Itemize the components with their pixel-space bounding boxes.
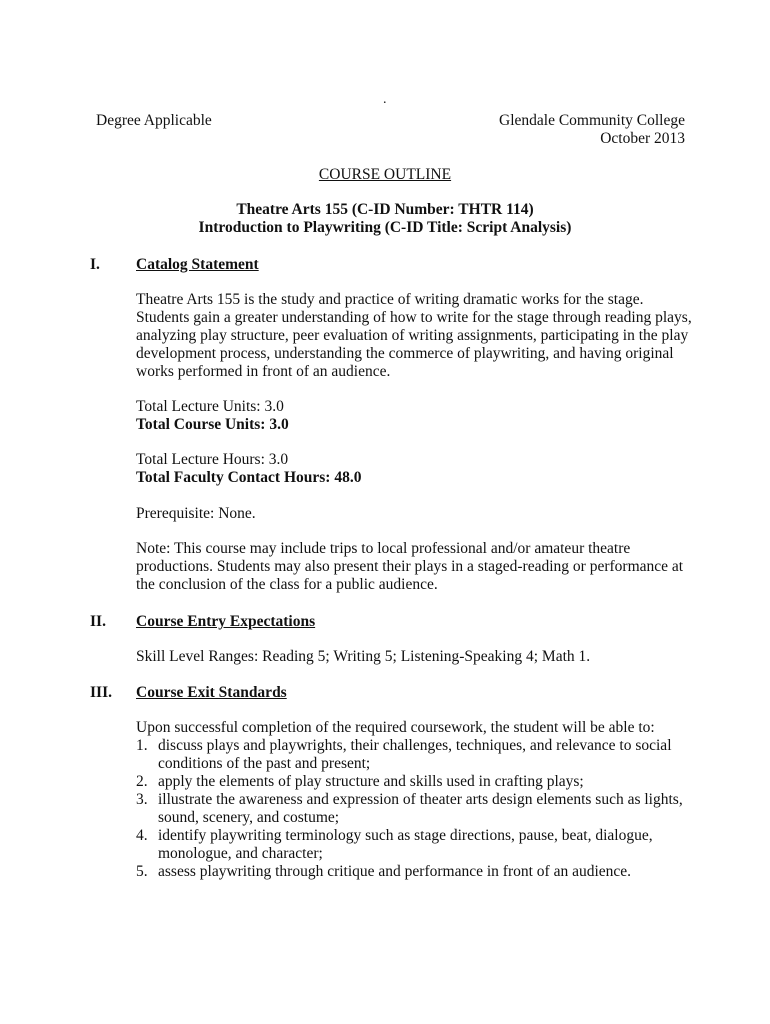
list-item-number: 5. (136, 863, 148, 880)
total-course-units: Total Course Units: 3.0 (136, 416, 289, 433)
prerequisite-text (136, 505, 696, 523)
college-name: Glendale Community College (499, 112, 685, 129)
units-block (136, 398, 696, 434)
list-item (136, 773, 696, 791)
document-date: October 2013 (600, 130, 685, 147)
paragraph-line: productions. Students may also present their plays in a staged-reading or performance at (136, 558, 684, 575)
note-paragraph (136, 540, 696, 594)
list-item-line: assess playwriting through critique and performance in front of an audience. (158, 863, 632, 880)
list-item (136, 791, 696, 827)
paragraph-line: the conclusion of the class for a public audience. (136, 576, 438, 593)
list-item-line: identify playwriting terminology such as stage directions, pause, beat, dialogue, (158, 827, 653, 844)
list-item-line: sound, scenery, and costume; (158, 809, 340, 826)
section-number-2: II. (90, 613, 106, 630)
paragraph-line: analyzing play structure, peer evaluation of writing assignments, participating in the play (136, 327, 689, 344)
course-title-line-1: Theatre Arts 155 (C-ID Number: THTR 114) (236, 201, 534, 218)
paragraph-line: works performed in front of an audience. (136, 363, 391, 380)
list-item-line: monologue, and character; (158, 845, 323, 862)
prerequisite-line: Prerequisite: None. (136, 505, 256, 522)
list-item-number: 3. (136, 791, 148, 808)
section-heading-course-entry-expectations: Course Entry Expectations (136, 613, 316, 630)
total-faculty-contact-hours: Total Faculty Contact Hours: 48.0 (136, 469, 362, 486)
course-title-block (0, 201, 770, 237)
paragraph-line: development process, understanding the commerce of playwriting, and having original (136, 345, 674, 362)
paragraph-line: Theatre Arts 155 is the study and practice of writing dramatic works for the stage. (136, 291, 644, 308)
list-item-line: illustrate the awareness and expression of theater arts design elements such as lights, (158, 791, 683, 808)
page-title: COURSE OUTLINE (318, 166, 452, 183)
header-right-block (499, 112, 685, 148)
exit-standards-list (136, 737, 696, 881)
section-number-1: I. (90, 256, 100, 273)
degree-applicable-label: Degree Applicable (96, 112, 212, 129)
list-item-number: 2. (136, 773, 148, 790)
hours-block (136, 451, 696, 487)
catalog-statement-paragraph (136, 291, 696, 381)
list-item (136, 863, 696, 881)
course-title-line-2: Introduction to Playwriting (C-ID Title: Script Analysis) (198, 219, 572, 236)
total-lecture-units: Total Lecture Units: 3.0 (136, 398, 284, 415)
list-item (136, 737, 696, 773)
list-item-line: apply the elements of play structure and skills used in crafting plays; (158, 773, 584, 790)
section-number-3: III. (90, 684, 112, 701)
list-item-number: 1. (136, 737, 148, 754)
list-item (136, 827, 696, 863)
section-heading-course-exit-standards: Course Exit Standards (136, 684, 287, 701)
stray-dot: . (383, 92, 387, 107)
intro-line: Upon successful completion of the required coursework, the student will be able to: (136, 719, 655, 736)
list-item-line: conditions of the past and present; (158, 755, 371, 772)
list-item-number: 4. (136, 827, 148, 844)
exit-standards-intro (136, 719, 696, 737)
total-lecture-hours: Total Lecture Hours: 3.0 (136, 451, 289, 468)
list-item-line: discuss plays and playwrights, their challenges, techniques, and relevance to social (158, 737, 672, 754)
section-heading-catalog-statement: Catalog Statement (136, 256, 259, 273)
paragraph-line: Students gain a greater understanding of how to write for the stage through reading plays, (136, 309, 692, 326)
skill-level-line: Skill Level Ranges: Reading 5; Writing 5; Listening-Speaking 4; Math 1. (136, 648, 591, 665)
skill-level-ranges (136, 648, 696, 666)
paragraph-line: Note: This course may include trips to local professional and/or amateur theatre (136, 540, 631, 557)
